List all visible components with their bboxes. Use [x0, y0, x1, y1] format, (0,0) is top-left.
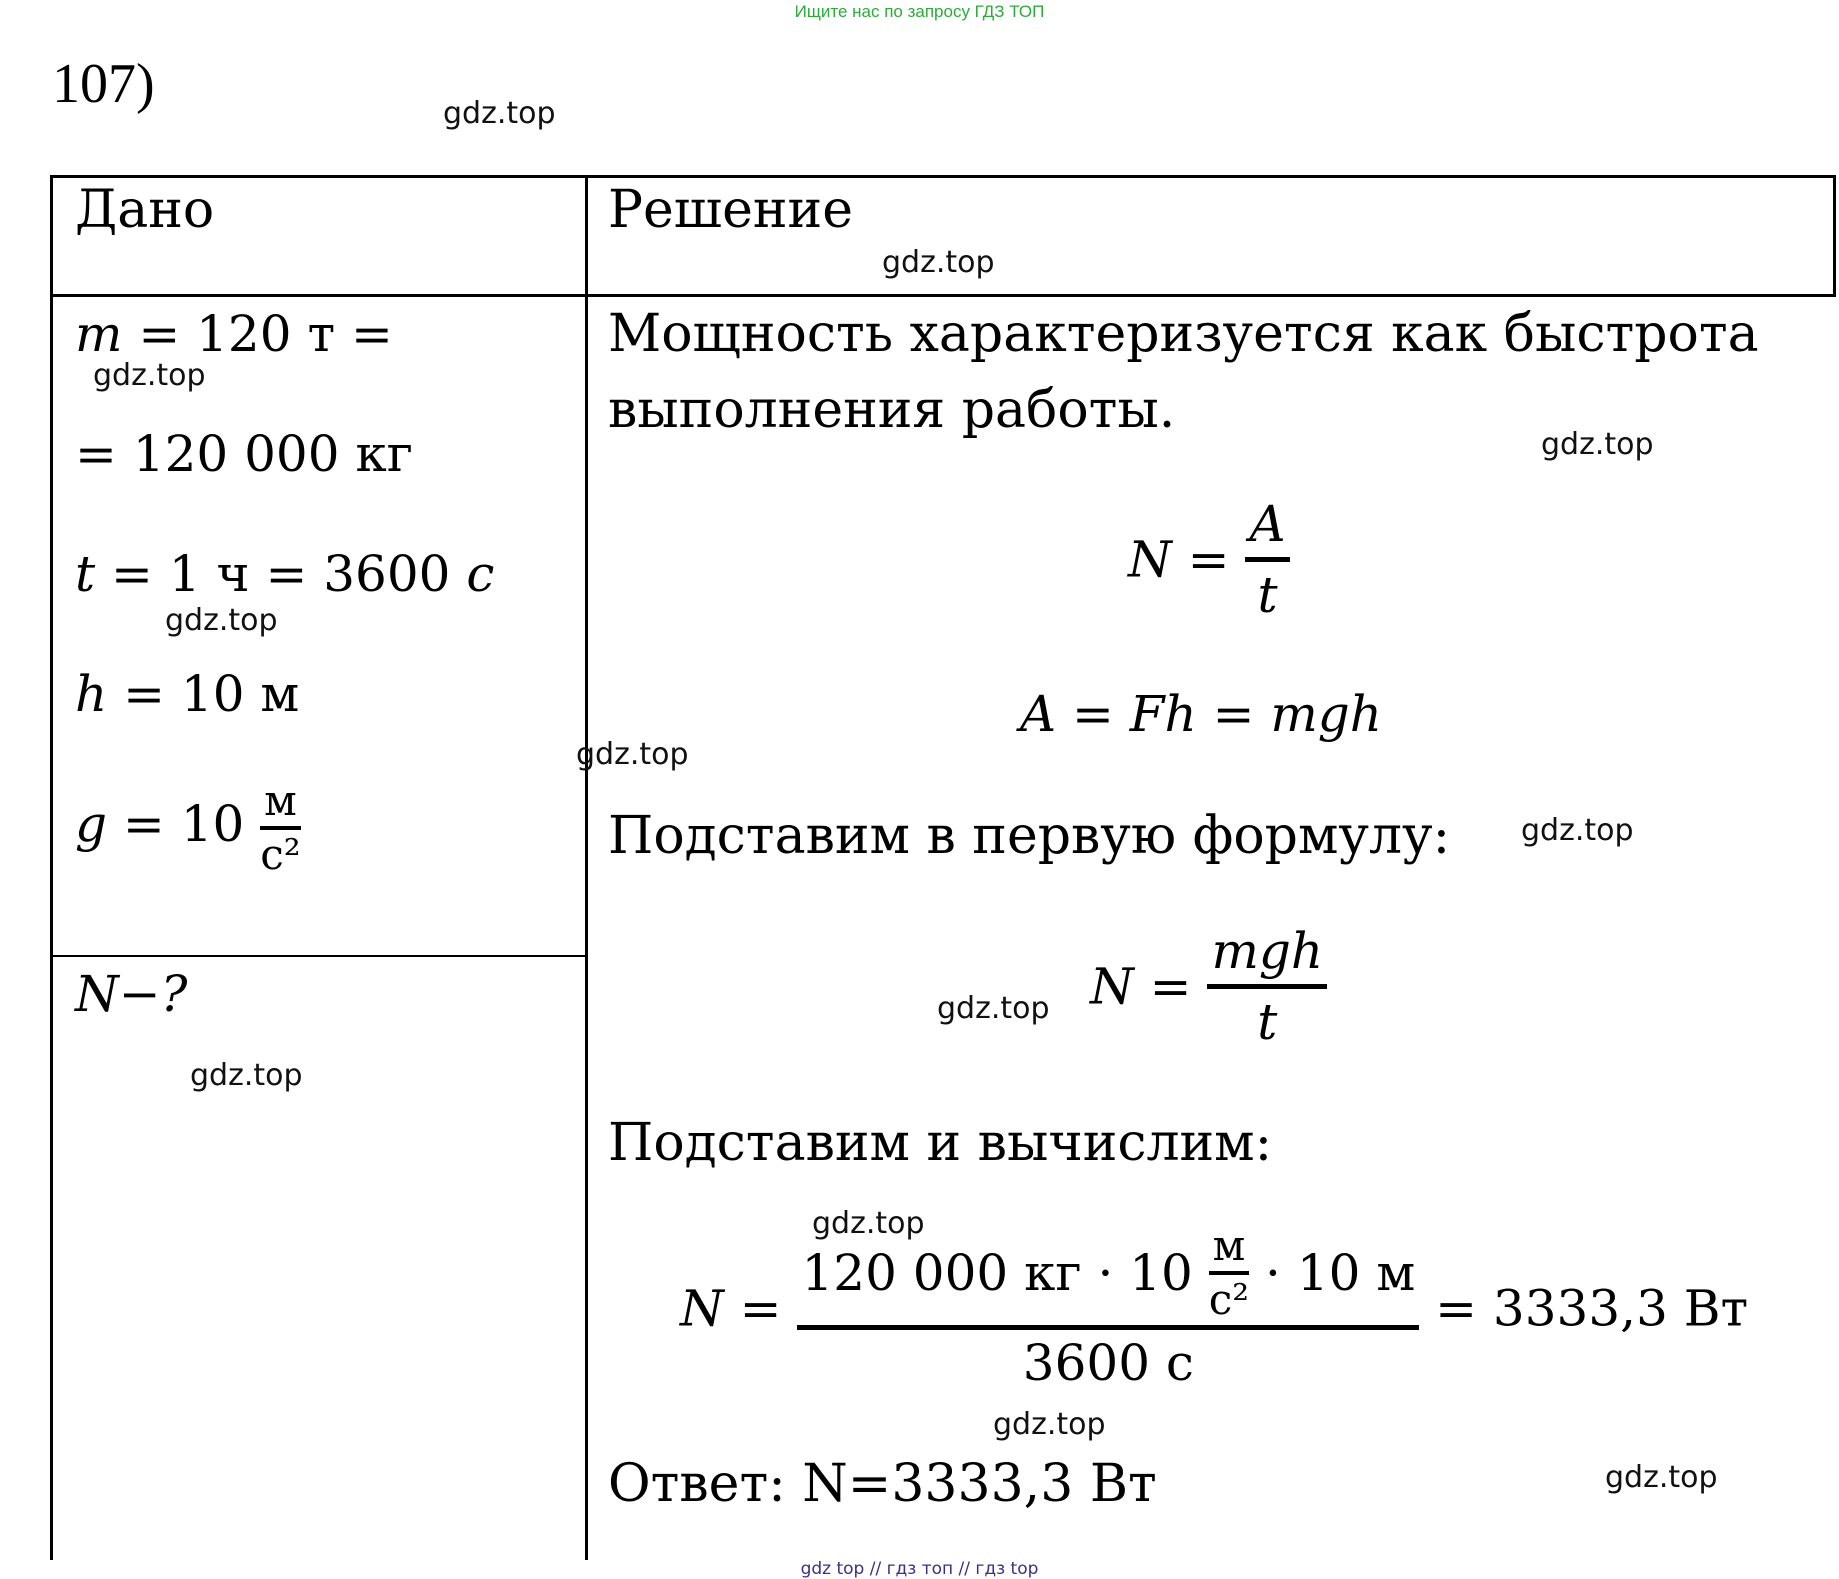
watermark: gdz.top — [93, 358, 206, 393]
watermark: gdz.top — [190, 1058, 303, 1093]
given-gravity-text: = 10 — [122, 795, 245, 853]
top-banner-link[interactable]: Ищите нас по запросу ГДЗ ТОП — [794, 2, 1045, 21]
gravity-unit-den: с² — [260, 830, 301, 879]
problem-number: 107) — [52, 53, 155, 115]
formula-power-den: t — [1257, 566, 1278, 624]
watermark: gdz.top — [576, 737, 689, 772]
formula-substituted-lhs: N = — [1090, 957, 1192, 1016]
footer-links[interactable]: gdz top // гдз топ // гдз top — [800, 1559, 1039, 1579]
given-mass-line2: = 120 000 кг — [75, 425, 413, 483]
table-border-top — [50, 175, 1836, 178]
answer-text: Ответ: N=3333,3 Вт — [608, 1454, 1157, 1514]
given-gravity-line: g = 10 м с² — [75, 776, 301, 879]
formula-power-num: A — [1249, 495, 1286, 553]
watermark: gdz.top — [1605, 1460, 1718, 1495]
calc-lhs: N = — [680, 1279, 782, 1338]
watermark: gdz.top — [1541, 427, 1654, 462]
watermark: gdz.top — [937, 991, 1050, 1026]
substitute-compute-text: Подставим и вычислим: — [608, 1113, 1273, 1173]
gravity-unit-fraction — [260, 776, 301, 879]
solution-header: Решение — [608, 180, 853, 240]
given-time-text: = 1 ч = 3600 — [111, 545, 451, 603]
calc-bar — [797, 1325, 1419, 1330]
given-find-divider — [50, 955, 587, 957]
formula-substituted-num: mgh — [1211, 922, 1324, 980]
watermark: gdz.top — [993, 1407, 1106, 1442]
gravity-unit-num: м — [264, 776, 297, 825]
given-height-line: h = 10 м — [75, 665, 300, 723]
formula-substituted-bar — [1207, 984, 1327, 989]
given-time-line: t = 1 ч = 3600 с — [75, 545, 495, 603]
calc-unit-den: с² — [1208, 1275, 1250, 1324]
watermark: gdz.top — [1521, 813, 1634, 848]
watermark: gdz.top — [882, 245, 995, 280]
given-height-text: = 10 м — [123, 665, 300, 723]
calc-num-a: 120 000 кг · 10 — [801, 1244, 1193, 1302]
calc-unit-num: м — [1212, 1221, 1246, 1270]
formula-power — [1128, 495, 1290, 624]
calc-result: = 3333,3 Вт — [1435, 1279, 1749, 1338]
calc-unit-fraction — [1208, 1221, 1250, 1324]
watermark: gdz.top — [165, 603, 278, 638]
calc-num-b: · 10 м — [1265, 1244, 1416, 1302]
watermark: gdz.top — [443, 96, 556, 131]
formula-substituted-den: t — [1257, 993, 1278, 1051]
calc-denominator: 3600 с — [1022, 1334, 1194, 1392]
given-find: N−? — [75, 965, 188, 1023]
formula-power-bar — [1245, 557, 1289, 562]
table-border-left — [50, 175, 53, 1560]
formula-power-substituted — [1090, 922, 1327, 1051]
formula-work: A = Fh = mgh — [1020, 685, 1382, 743]
solution-intro-line2: выполнения работы. — [608, 380, 1176, 440]
table-divider-vertical — [585, 175, 588, 1560]
watermark: gdz.top — [812, 1206, 925, 1241]
given-header: Дано — [75, 180, 215, 240]
formula-substituted-fraction — [1207, 922, 1327, 1051]
substitute-first-text: Подставим в первую формулу: — [608, 806, 1451, 866]
table-border-right — [1833, 175, 1836, 295]
formula-power-lhs: N = — [1128, 530, 1230, 589]
given-mass-line1-text: = 120 т = — [138, 305, 393, 363]
solution-intro-line1: Мощность характеризуется как быстрота — [608, 304, 1759, 364]
given-mass-line1: m = 120 т = — [75, 305, 393, 363]
formula-power-fraction — [1245, 495, 1289, 624]
